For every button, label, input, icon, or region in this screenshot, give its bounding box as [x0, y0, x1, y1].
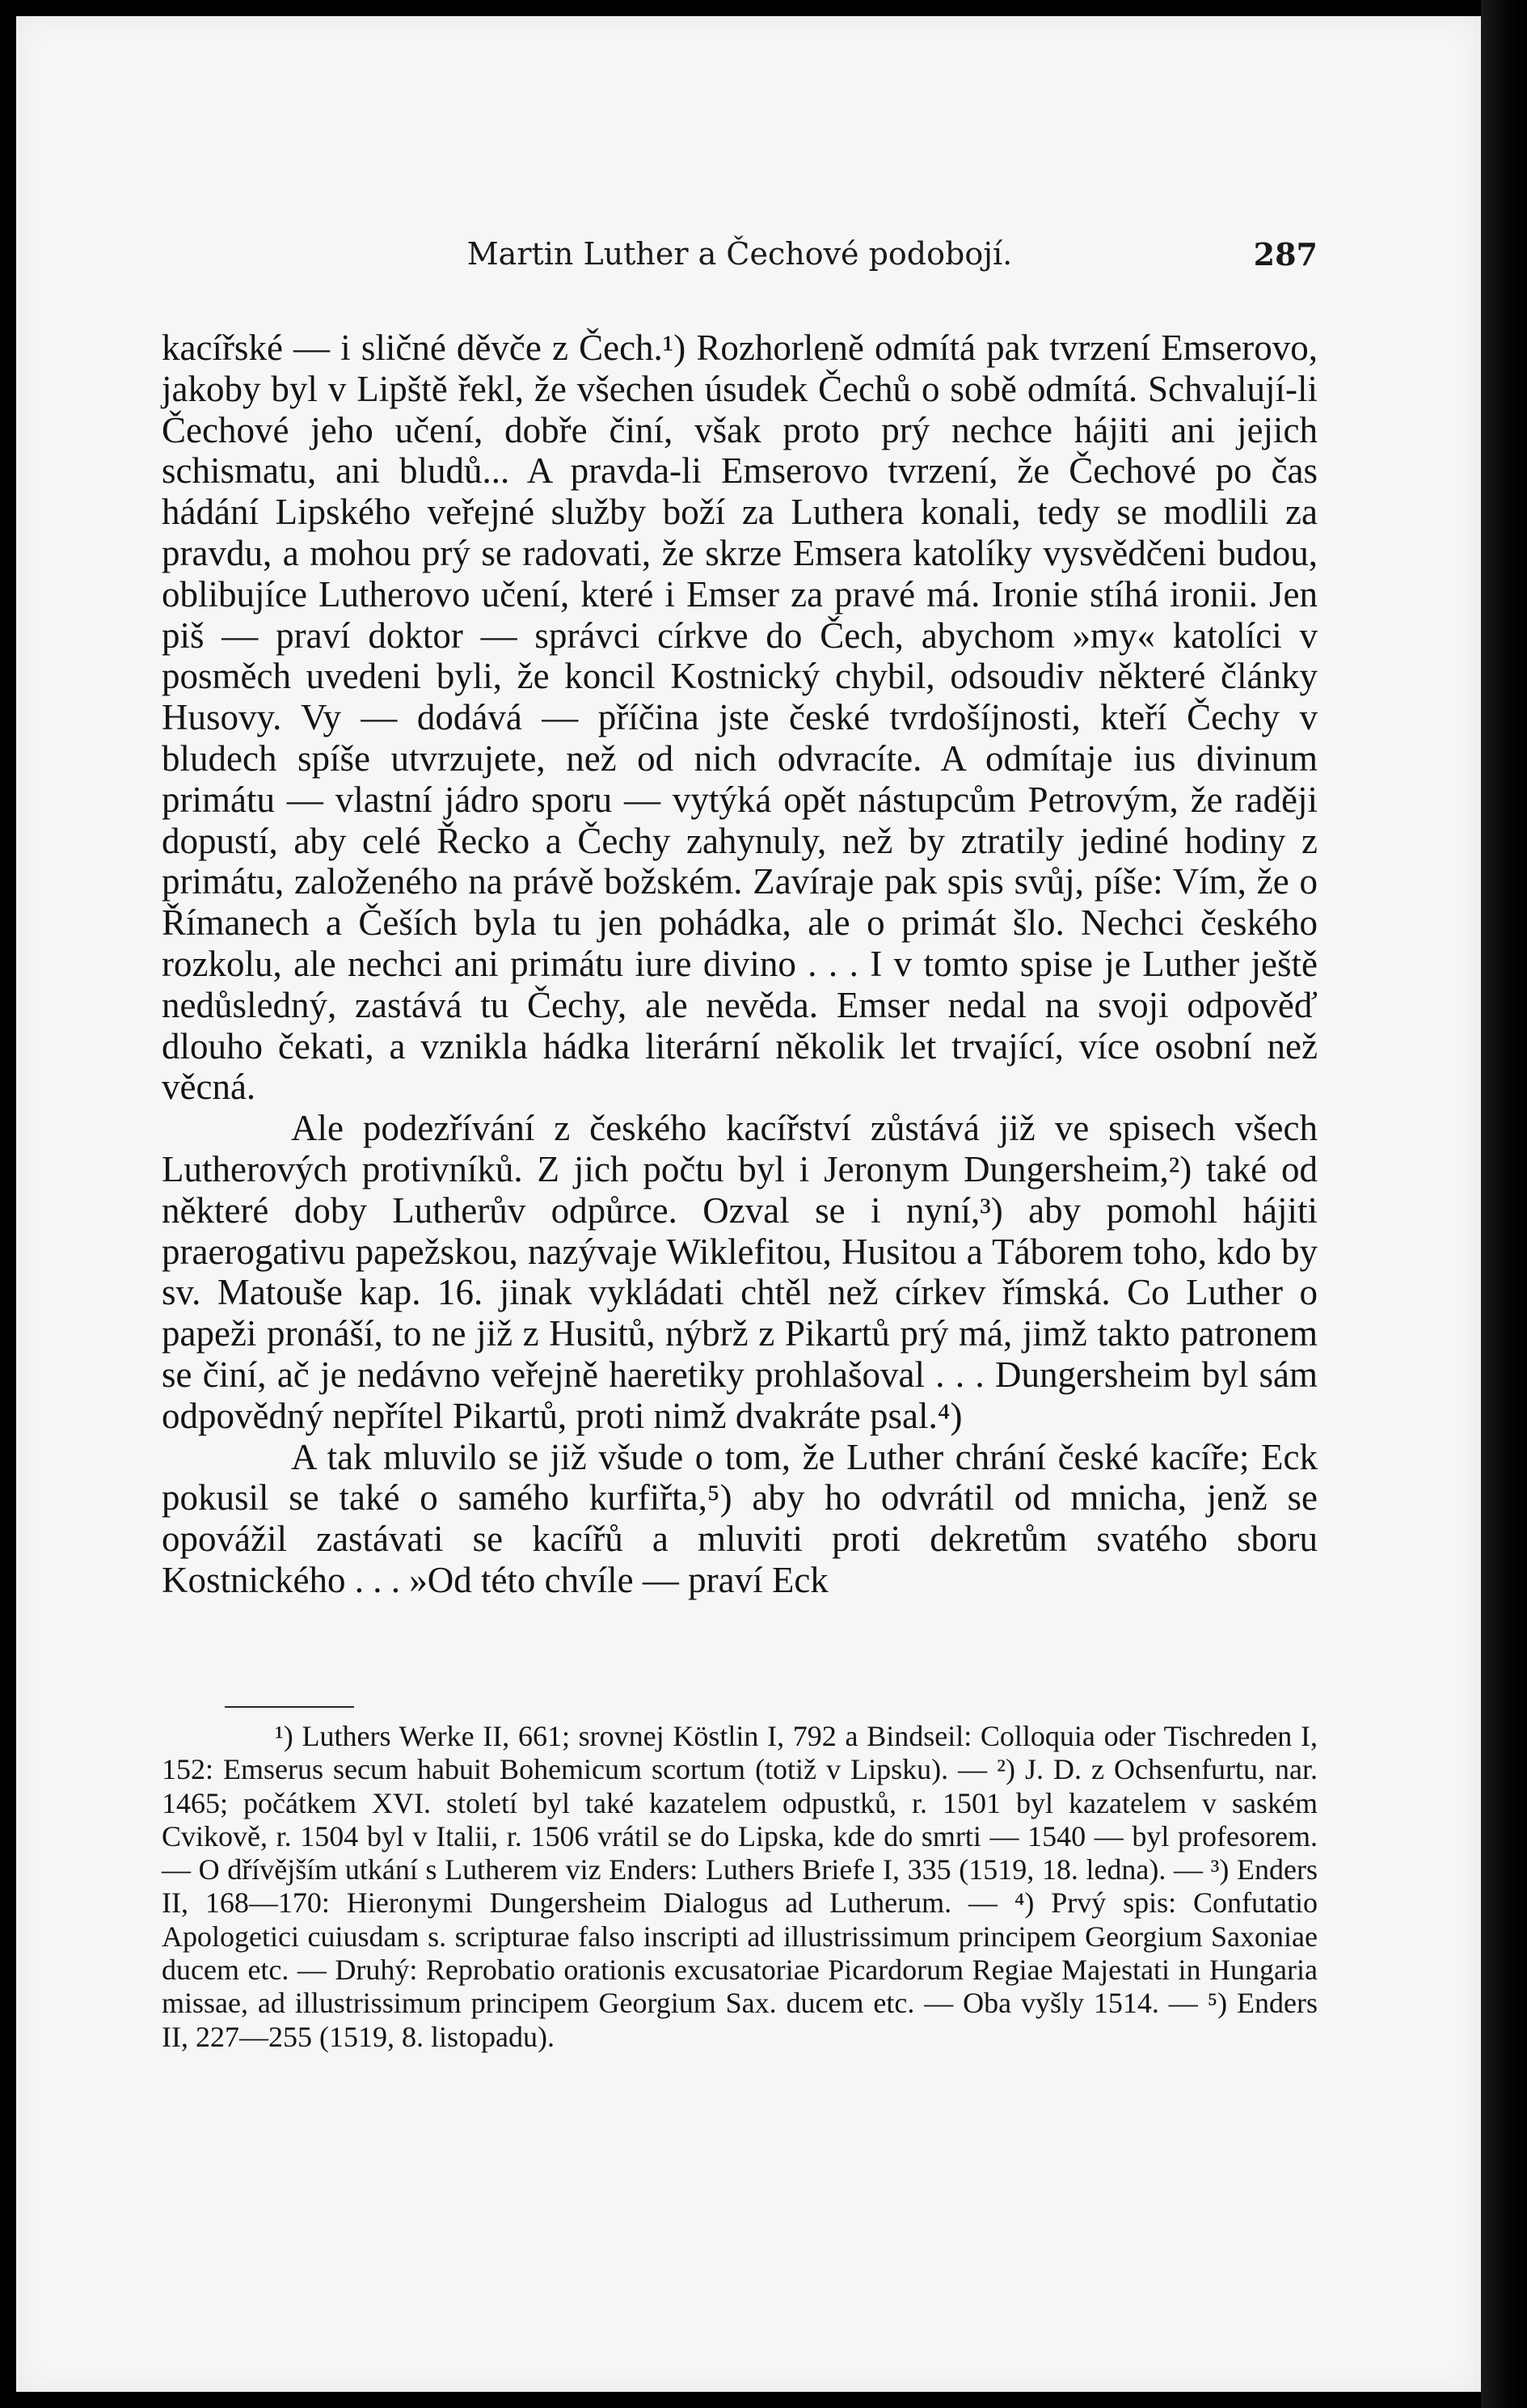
footnotes [162, 1720, 1318, 2054]
footnote-text: ¹) Luthers Werke II, 661; srovnej Köstlin I, 792 a Bindseil: Colloquia oder Tischreden I, 152: Emserus secum habuit Bohemicum scortum (totiž v Lipsku). — ²) J. D. z Ochsenfurtu, nar. 1465; počátkem XVI. století byl také kazatelem odpustků, r. 1501 byl kazatelem v saském Cvikově, r. 1504 byl v Italii, r. 1506 vrátil se do Lipska, kde do smrti — 1540 — byl profesorem. — O dřívějším utkání s Lutherem viz Enders: Luthers Briefe I, 335 (1519, 18. ledna). — ³) Enders II, 168—170: Hieronymi Dungersheim Dialogus ad Lutherum. — ⁴) Prvý spis: Confutatio Apologetici cuiusdam s. scripturae falso inscripti ad illustrissimum principem Georgium Saxoniae ducem etc. — Druhý: Reprobatio orationis excusatoriae Picardorum Regiae Majestati in Hungaria missae, ad illustrissimum principem Georgium Sax. ducem etc. — Oba vyšly 1514. — ⁵) Enders II, 227—255 (1519, 8. listopadu). [162, 1720, 1318, 2053]
paragraph: A tak mluvilo se již všude o tom, že Luther chrání české kacíře; Eck pokusil se také o samého kurfiřta,⁵) aby ho odvrátil od mnicha, jenž se opovážil zastávati se kacířů a mluviti proti dekretům svatého sboru Kostnického . . . »Od této chvíle — praví Eck [162, 1436, 1318, 1600]
main-text [162, 327, 1318, 1601]
paragraph: kacířské — i sličné děvče z Čech.¹) Rozhorleně odmítá pak tvrzení Emserovo, jakoby byl v Lipště řekl, že všechen úsudek Čechů o sobě odmítá. Schvalují-li Čechové jeho učení, dobře činí, však proto prý nechce hájiti ani jejich schismatu, ani bludů... A pravda-li Emserovo tvrzení, že Čechové po čas hádání Lipského veřejné služby boží za Luthera konali, tedy se modlili za pravdu, a mohou prý se radovati, že skrze Emsera katolíky vysvědčeni budou, oblibujíce Lutherovo učení, které i Emser za pravé má. Ironie stíhá ironii. Jen piš — praví doktor — správci církve do Čech, abychom »my« katolíci v posměch uvedeni byli, že koncil Kostnický chybil, odsoudiv některé články Husovy. Vy — dodává — příčina jste české tvrdošíjnosti, kteří Čechy v bludech spíše utvrzujete, než od nich odvracíte. A odmítaje ius divinum primátu — vlastní jádro sporu — vytýká opět nástupcům Petrovým, že raději dopustí, aby celé Řecko a Čechy zahynuly, než by ztratily jediné hodiny z primátu, založeného na právě božském. Zavíraje pak spis svůj, píše: Vím, že o Římanech a Češích byla tu jen pohádka, ale o primát šlo. Nechci českého rozkolu, ale nechci ani primátu iure divino . . . I v tomto spise je Luther ještě nedůsledný, zastává tu Čechy, ale nevěda. Emser nedal na svoji odpověď dlouho čekati, a vznikla hádka literární několik let trvající, více osobní než věcná. [162, 327, 1318, 1108]
scan-edge-shadow [1481, 0, 1527, 2408]
running-header [162, 236, 1318, 285]
footnote-divider [225, 1706, 354, 1708]
page-number: 287 [1253, 236, 1318, 272]
running-title: Martin Luther a Čechové podobojí. [466, 236, 1013, 272]
book-page [16, 16, 1481, 2392]
paragraph: Ale podezřívání z českého kacířství zůstává již ve spisech všech Lutherových protivníků. Z jich počtu byl i Jeronym Dungersheim,²) také od některé doby Lutherův odpůrce. Ozval se i nyní,³) aby pomohl hájiti praerogativu papežskou, nazývaje Wiklefitou, Husitou a Táborem toho, kdo by sv. Matouše kap. 16. jinak vykládati chtěl než církev římská. Co Luther o papeži pronáší, to ne již z Husitů, nýbrž z Pikartů prý má, jimž takto patronem se činí, ač je nedávno veřejně haeretiky prohlašoval . . . Dungersheim byl sám odpovědný nepřítel Pikartů, proti nimž dvakráte psal.⁴) [162, 1108, 1318, 1436]
